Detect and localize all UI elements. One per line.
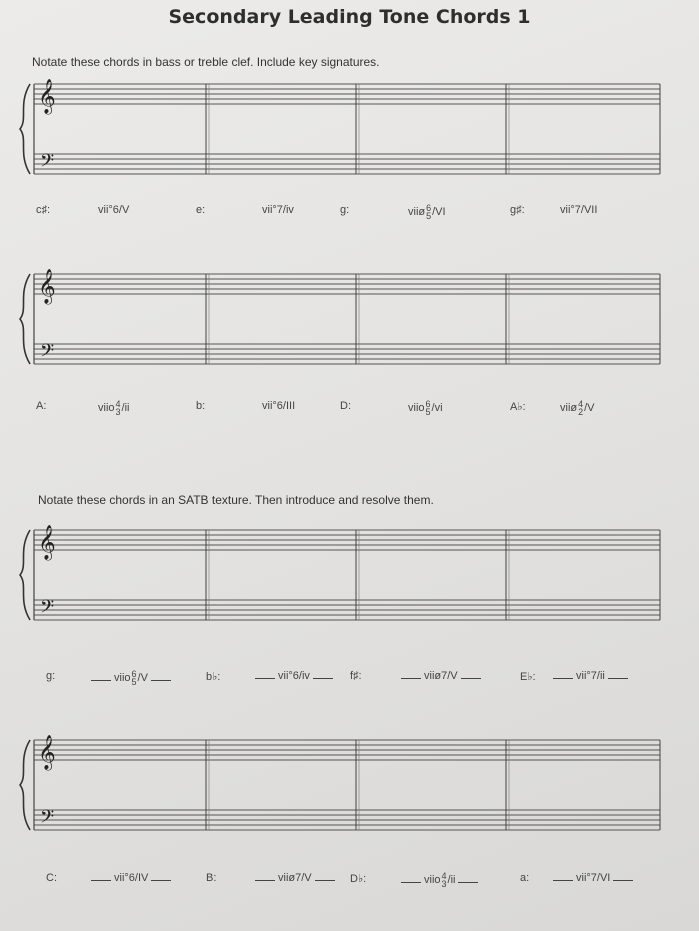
figured-bass: 6 5 (426, 203, 432, 221)
answer-blank[interactable] (553, 879, 573, 881)
answer-blank[interactable] (255, 879, 275, 881)
chord-symbol: vii°6/V (98, 204, 130, 216)
chord-key: g: (340, 204, 350, 216)
chord-key: e: (196, 204, 206, 216)
bass-clef-icon: 𝄢 (40, 597, 55, 622)
answer-blank[interactable] (315, 879, 335, 881)
chord-symbol: viiø7/V (398, 670, 484, 682)
bass-clef-icon: 𝄢 (40, 341, 55, 366)
answer-blank[interactable] (553, 677, 573, 679)
grand-staff-1[interactable] (16, 72, 676, 192)
chord-key: g: (46, 670, 56, 682)
bass-clef-icon: 𝄢 (40, 151, 55, 176)
grand-staff-3[interactable] (16, 518, 676, 638)
chord-key: b♭: (206, 671, 221, 683)
chord-key: D♭: (350, 873, 367, 885)
answer-blank[interactable] (608, 677, 628, 679)
instructions-notate-clef: Notate these chords in bass or treble clef. Include key signatures. (32, 55, 380, 69)
treble-clef-icon: 𝄞 (38, 269, 56, 304)
answer-blank[interactable] (91, 679, 111, 681)
chord-symbol: viiø7/V (252, 872, 338, 884)
chord-symbol: viiø 4 2 /V (560, 399, 595, 417)
chord-key: g♯: (510, 204, 525, 216)
figured-bass: 6 5 (425, 399, 431, 417)
chord-row-4 (0, 870, 699, 892)
grand-staff-4-svg (16, 728, 676, 848)
grand-staff-2-svg (16, 262, 676, 382)
chord-key: D: (340, 400, 351, 412)
brace (20, 530, 30, 620)
chord-key: b: (196, 400, 206, 412)
figured-bass: 4 3 (441, 871, 447, 889)
figured-bass: 6 5 (131, 669, 137, 687)
chord-symbol: vii°7/VII (560, 204, 598, 216)
brace (20, 740, 30, 830)
chord-key: a: (520, 872, 530, 884)
instructions-satb: Notate these chords in an SATB texture. Then introduce and resolve them. (38, 493, 434, 507)
chord-symbol: vii°6/IV (88, 872, 174, 884)
answer-blank[interactable] (458, 881, 478, 883)
chord-key: B: (206, 872, 217, 884)
chord-key: A♭: (510, 401, 526, 413)
bass-clef-icon: 𝄢 (40, 807, 55, 832)
chord-key: E♭: (520, 671, 536, 683)
answer-blank[interactable] (461, 677, 481, 679)
chord-row-1 (0, 202, 699, 222)
chord-symbol: viio 4 3 /ii (98, 399, 130, 417)
brace (20, 274, 30, 364)
chord-symbol: viio 6 5 /vi (408, 399, 443, 417)
chord-symbol: viiø 6 5 /VI (408, 203, 446, 221)
figured-bass: 4 2 (578, 399, 584, 417)
answer-blank[interactable] (151, 879, 171, 881)
answer-blank[interactable] (151, 679, 171, 681)
figured-bass: 4 3 (115, 399, 121, 417)
chord-symbol: vii°6/iv (252, 670, 336, 682)
chord-key: A: (36, 400, 47, 412)
grand-staff-4[interactable] (16, 728, 676, 848)
chord-symbol: vii°7/iv (262, 204, 294, 216)
chord-key: c♯: (36, 204, 51, 216)
grand-staff-1-svg (16, 72, 676, 192)
answer-blank[interactable] (401, 677, 421, 679)
chord-symbol: vii°6/III (262, 400, 296, 412)
grand-staff-3-svg (16, 518, 676, 638)
answer-blank[interactable] (313, 677, 333, 679)
treble-clef-icon: 𝄞 (38, 525, 56, 560)
grand-staff-2[interactable] (16, 262, 676, 382)
page-title: Secondary Leading Tone Chords 1 (168, 6, 531, 28)
chord-symbol: viio 4 3 /ii (398, 872, 481, 888)
brace (20, 84, 30, 174)
chord-symbol: viio 6 5 /V (88, 670, 174, 686)
chord-key: f♯: (350, 670, 362, 682)
answer-blank[interactable] (255, 677, 275, 679)
chord-key: C: (46, 872, 57, 884)
treble-clef-icon: 𝄞 (38, 79, 56, 114)
chord-symbol: vii°7/VI (550, 872, 636, 884)
answer-blank[interactable] (613, 879, 633, 881)
answer-blank[interactable] (91, 879, 111, 881)
answer-blank[interactable] (401, 881, 421, 883)
chord-row-2 (0, 398, 699, 420)
treble-clef-icon: 𝄞 (38, 735, 56, 770)
chord-row-3 (0, 668, 699, 690)
chord-symbol: vii°7/ii (550, 670, 631, 682)
